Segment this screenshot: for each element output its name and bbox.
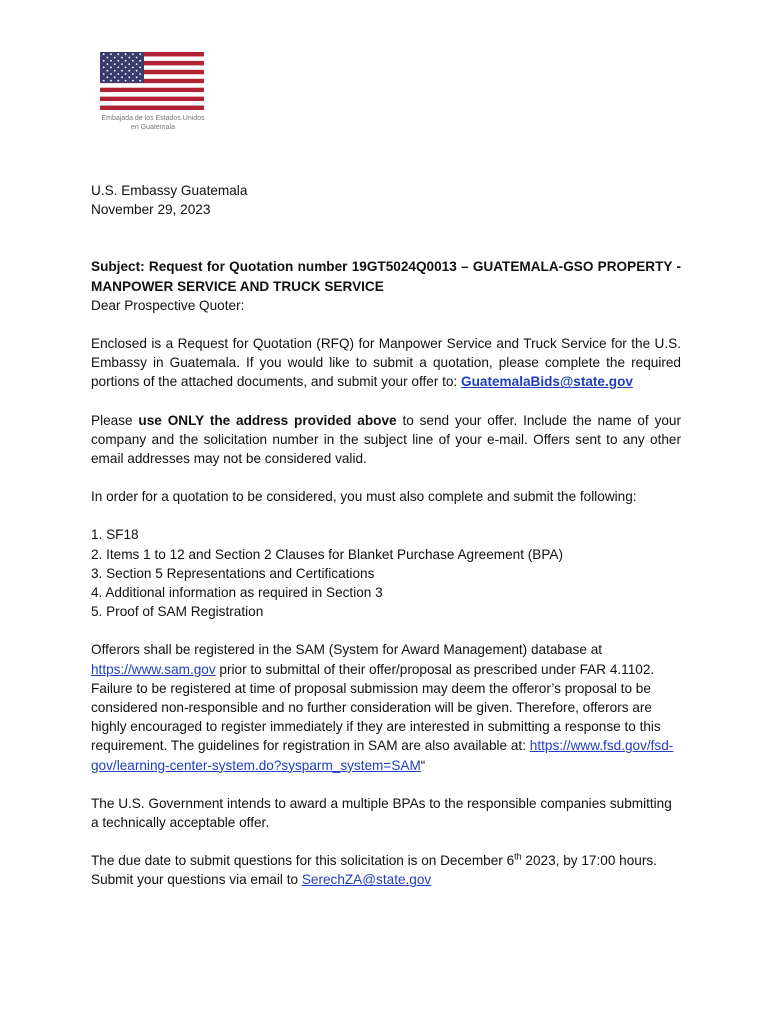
flag-star: [128, 57, 130, 59]
paragraph-address-post: to send your offer. Include the name of your company and the solicitation number in the subject line of your e-mail. Offers sent to any other email addresses may not be considered valid.: [91, 412, 682, 467]
requirements-list: [91, 525, 681, 621]
flag-star: [110, 80, 112, 82]
paragraph-requirements: In order for a quotation to be considered, you must also complete and submit the following:: [91, 489, 637, 505]
list-item: 2. Items 1 to 12 and Section 2 Clauses for Blanket Purchase Agreement (BPA): [91, 546, 564, 562]
flag-star: [117, 80, 119, 82]
paragraph-rfq: [91, 334, 681, 392]
fsd-link[interactable]: https://www.fsd.gov/fsd-gov/learning-center-system.do?sysparm_system=SAM: [91, 738, 674, 773]
flag-star: [107, 76, 109, 78]
flag-stripe: [100, 106, 204, 110]
letter-body: [91, 181, 681, 890]
flag-star: [121, 63, 123, 65]
flag-star: [114, 63, 116, 65]
embassy-logo: [100, 52, 206, 132]
subject-line: [91, 257, 681, 295]
questions-email-link[interactable]: SerechZA@state.gov: [301, 872, 432, 888]
flag-star: [128, 63, 130, 65]
flag-star: [139, 53, 141, 55]
flag-star: [125, 60, 127, 62]
paragraph-sam: [91, 640, 681, 774]
flag-star: [117, 60, 119, 62]
flag-star: [110, 60, 112, 62]
flag-star: [139, 80, 141, 82]
paragraph-rfq-text: Enclosed is a Request for Quotation (RFQ) for Manpower Service and Truck Service for the U.S. Embassy in Guatemala. If you would like to submit a quotation, please complete the required portions of the attached documents, and submit your offer to:: [91, 336, 681, 390]
flag-star: [136, 57, 138, 59]
salutation: Dear Prospective Quoter:: [91, 297, 245, 313]
letter-date: November 29, 2023: [91, 202, 211, 218]
flag-star: [114, 70, 116, 72]
flag-star: [107, 70, 109, 72]
paragraph-address-pre: Please: [91, 412, 139, 428]
paragraph-due-date: [91, 851, 681, 889]
flag-star: [132, 60, 134, 62]
flag-stripe: [100, 92, 204, 97]
paragraph-sam-post: “: [420, 757, 426, 773]
flag-star: [103, 67, 105, 69]
flag-star: [139, 67, 141, 69]
flag-star: [117, 73, 119, 75]
paragraph-award: The U.S. Government intends to award a multiple BPAs to the responsible companies submitting a technically acceptable offer.: [91, 795, 672, 831]
flag-star: [107, 63, 109, 65]
us-flag-icon: [100, 52, 204, 110]
list-item: 5. Proof of SAM Registration: [91, 604, 264, 620]
flag-star: [121, 76, 123, 78]
bids-email-link[interactable]: GuatemalaBids@state.gov: [461, 374, 633, 390]
flag-star: [114, 57, 116, 59]
flag-star: [132, 80, 134, 82]
subject-text: Subject: Request for Quotation number 19GT5024Q0013 – GUATEMALA-GSO PROPERTY - MANPOWER SERVICE AND TRUCK SERVICE: [91, 259, 681, 294]
flag-star: [136, 70, 138, 72]
flag-star: [103, 60, 105, 62]
flag-star: [132, 67, 134, 69]
address-emphasis: use ONLY the address provided above: [138, 412, 397, 428]
flag-star: [139, 60, 141, 62]
flag-stripe: [100, 88, 204, 93]
flag-star: [139, 73, 141, 75]
list-item: 3. Section 5 Representations and Certifications: [91, 565, 375, 581]
flag-star: [136, 63, 138, 65]
flag-stripe: [100, 83, 204, 88]
embassy-seal-text: [100, 114, 206, 132]
flag-star: [128, 76, 130, 78]
flag-star: [132, 53, 134, 55]
seal-line-2: en Guatemala: [131, 124, 175, 131]
flag-star: [125, 53, 127, 55]
flag-star: [110, 73, 112, 75]
flag-star: [117, 53, 119, 55]
flag-star: [128, 70, 130, 72]
due-date-pre: The due date to submit questions for this solicitation is on December 6: [91, 853, 515, 869]
flag-star: [117, 67, 119, 69]
flag-star: [103, 80, 105, 82]
flag-star: [103, 73, 105, 75]
list-item: 4. Additional information as required in Section 3: [91, 585, 383, 601]
flag-star: [114, 76, 116, 78]
flag-star: [110, 53, 112, 55]
paragraph-address: [91, 411, 681, 469]
flag-star: [121, 57, 123, 59]
flag-star: [136, 76, 138, 78]
sender-org: U.S. Embassy Guatemala: [91, 183, 248, 198]
flag-star: [125, 67, 127, 69]
flag-star: [107, 57, 109, 59]
flag-star: [110, 67, 112, 69]
flag-star: [103, 53, 105, 55]
due-date-sup: th: [514, 851, 522, 862]
paragraph-sam-mid: prior to submittal of their offer/proposal as prescribed under FAR 4.1102. Failure to be registered at time of proposal submission may deem the offeror’s proposal to be considered non-responsible and no further consideration will be given. Therefore, offerors are highly encouraged to register immediately if they are interested in submitting a response to this requirement. The guidelines for registration in SAM are also available at:: [91, 661, 661, 754]
flag-stripe: [100, 97, 204, 102]
sam-link[interactable]: https://www.sam.gov: [91, 661, 216, 677]
due-date-post: 2023, by 17:00 hours. Submit your questions via email to: [91, 853, 657, 888]
flag-star: [121, 70, 123, 72]
flag-stripe: [100, 101, 204, 106]
list-item: 1. SF18: [91, 527, 139, 543]
paragraph-sam-pre: Offerors shall be registered in the SAM (System for Award Management) database at: [91, 642, 603, 658]
flag-star: [125, 73, 127, 75]
flag-star: [125, 80, 127, 82]
seal-line-1: Embajada de los Estados Unidos: [101, 115, 205, 122]
flag-star: [132, 73, 134, 75]
